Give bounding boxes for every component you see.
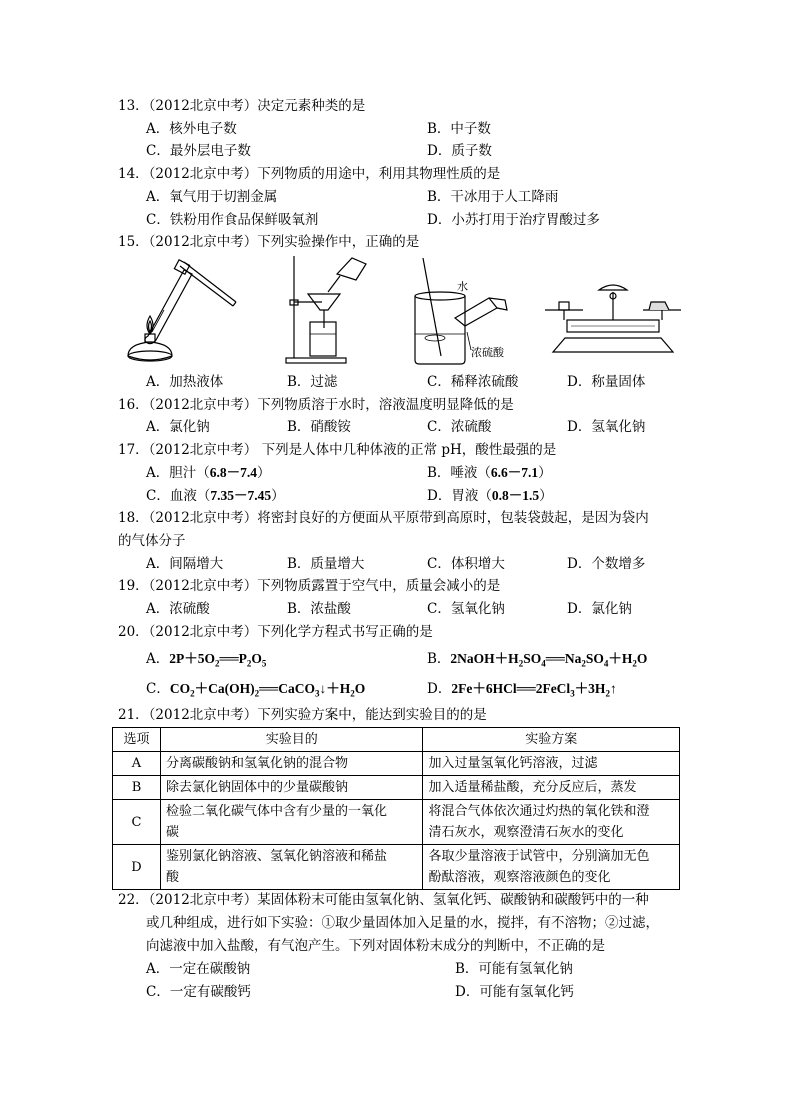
q16-stem: 16．（2012北京中考）下列物质溶于水时，溶液温度明显降低的是	[118, 397, 514, 413]
header-option: 选项	[113, 728, 161, 752]
q22-stem-line2: 或几种组成，进行如下实验：①取少量固体加入足量的水，搅拌，有不溶物；②过滤，	[146, 915, 659, 931]
q17-a-range: 6.8－7.4	[209, 465, 257, 480]
q19-option-b: B．浓盐酸	[287, 601, 351, 617]
q20-b-label: B．	[427, 651, 451, 667]
plan-line-2: 清石灰水，观察澄清石灰水的变化	[428, 825, 624, 840]
plan-line-2: 酚酞溶液，观察溶液颜色的变化	[428, 870, 611, 885]
table-header-row	[113, 728, 680, 752]
q14-option-c: C．铁粉用作食品保鲜吸氧剂	[146, 212, 319, 228]
q17-c-close: ）	[271, 488, 285, 504]
q19-option-a: A．浓硫酸	[146, 601, 210, 617]
q17-option-c	[146, 485, 285, 507]
q17-c-label: C．血液（	[146, 488, 211, 504]
table-row	[113, 845, 680, 890]
row-plan	[423, 845, 680, 890]
q22-option-b: B．可能有氢氧化钠	[455, 961, 573, 977]
q15-stem: 15．（2012北京中考）下列实验操作中，正确的是	[118, 234, 420, 250]
q16-option-b: B．硝酸铵	[287, 419, 351, 435]
q14-option-a: A．氧气用于切割金属	[146, 189, 278, 205]
goal-line-1: 检验二氧化碳气体中含有少量的一氧化	[165, 804, 387, 819]
q18-stem-line1: 18．（2012北京中考）将密封良好的方便面从平原带到高原时，包装袋鼓起，是因为袋内	[118, 510, 649, 526]
q14-stem: 14．（2012北京中考）下列物质的用途中，利用其物理性质的是	[118, 166, 501, 182]
q17-c-range: 7.35－7.45	[210, 488, 272, 503]
table-row	[113, 776, 680, 800]
q22-option-d: D．可能有氢氧化钙	[455, 984, 574, 1000]
q22-stem-line1: 22．（2012北京中考）某固体粉末可能由氢氧化钠、氢氧化钙、碳酸钠和碳酸钙中的一种	[118, 892, 649, 908]
q22-option-c: C．一定有碳酸钙	[146, 984, 251, 1000]
q21-table	[112, 727, 680, 890]
q16-option-a: A．氯化钠	[146, 419, 210, 435]
header-goal: 实验目的	[160, 728, 423, 752]
plan-line-1: 将混合气体依次通过灼热的氧化铁和澄	[428, 804, 650, 819]
q20-c-equation: $CO_2+Ca(OH)_2══CaCO_3↓+H_2O$	[169, 681, 366, 699]
header-plan: 实验方案	[423, 728, 680, 752]
q15-option-d: D．称量固体	[567, 374, 646, 390]
q17-b-close: ）	[538, 465, 552, 481]
q17-a-label: A．胆汁（	[146, 465, 210, 481]
q20-option-d	[427, 678, 617, 705]
q13-option-d: D．质子数	[427, 143, 492, 159]
q17-option-d	[427, 485, 553, 507]
q17-d-range: 0.8－1.5	[491, 488, 540, 503]
q15-option-a: A．加热液体	[146, 374, 224, 390]
q20-option-c	[146, 678, 365, 705]
q17-d-close: ）	[539, 488, 553, 504]
q20-c-label: C．	[146, 681, 170, 697]
q19-option-d: D．氯化钠	[567, 601, 632, 617]
q17-b-range: 6.6－7.1	[490, 465, 539, 480]
dilute-acid-figure	[405, 256, 525, 368]
q18-option-a: A．间隔增大	[146, 556, 224, 572]
goal-line-1: 鉴别氯化钠溶液、氢氧化钠溶液和稀盐	[165, 849, 387, 864]
q19-option-c: C．氢氧化钠	[427, 601, 505, 617]
q15-option-b: B．过滤	[287, 374, 338, 390]
q20-stem: 20．（2012北京中考）下列化学方程式书写正确的是	[118, 624, 433, 640]
q19-stem: 19．（2012北京中考）下列物质露置于空气中，质量会减小的是	[118, 578, 501, 594]
q13-option-c: C．最外层电子数	[146, 143, 251, 159]
row-goal: 除去氯化钠固体中的少量碳酸钠	[160, 776, 423, 800]
row-plan	[423, 800, 680, 845]
q18-option-d: D．个数增多	[567, 556, 646, 572]
balance-figure	[543, 282, 683, 354]
q17-option-b	[427, 462, 552, 484]
row-option: D	[113, 845, 161, 890]
table-row	[113, 800, 680, 845]
plan-line-1: 各取少量溶液于试管中，分别滴加无色	[428, 849, 650, 864]
q18-option-c: C．体积增大	[427, 556, 505, 572]
q22-option-a: A．一定在碳酸钠	[146, 961, 251, 977]
q14-option-b: B．干冰用于人工降雨	[427, 189, 559, 205]
q13-option-b: B．中子数	[427, 121, 491, 137]
row-plan: 加入过量氢氧化钙溶液，过滤	[423, 752, 680, 776]
row-goal	[160, 845, 423, 890]
q17-a-close: ）	[257, 465, 271, 481]
table-row	[113, 752, 680, 776]
q17-stem: 17．（2012北京中考） 下列是人体中几种体液的正常 pH，酸性最强的是	[118, 442, 557, 458]
q16-option-d: D．氢氧化钠	[567, 419, 646, 435]
q20-option-a	[146, 648, 266, 675]
row-option: B	[113, 776, 161, 800]
acid-label: 浓硫酸	[471, 346, 504, 359]
q18-stem-line2: 的气体分子	[118, 533, 186, 549]
q18-option-b: B．质量增大	[287, 556, 365, 572]
filtration-figure	[282, 254, 380, 368]
q15-option-c: C．稀释浓硫酸	[427, 374, 519, 390]
water-label: 水	[457, 280, 468, 293]
heating-liquid-figure	[118, 256, 240, 368]
q17-d-label: D．胃液（	[427, 488, 492, 504]
q20-b-equation: $2NaOH+H_2SO_4══Na_2SO_4+H_2O$	[450, 651, 648, 669]
q20-d-label: D．	[427, 681, 452, 697]
q20-a-equation: $2P+5O_2══P_2O_5$	[169, 651, 267, 669]
q16-option-c: C．浓硫酸	[427, 419, 492, 435]
row-goal	[160, 800, 423, 845]
q17-b-label: B．唾液（	[427, 465, 491, 481]
q13-stem: 13．（2012北京中考）决定元素种类的是	[118, 98, 366, 114]
q20-d-equation: $2Fe+6HCl══2FeCl_3+3H_2↑$	[451, 681, 617, 699]
row-option: C	[113, 800, 161, 845]
q14-option-d: D．小苏打用于治疗胃酸过多	[427, 212, 600, 228]
q20-a-label: A．	[146, 651, 170, 667]
row-plan: 加入适量稀盐酸，充分反应后，蒸发	[423, 776, 680, 800]
goal-line-2: 碳	[165, 825, 179, 840]
q17-option-a	[146, 462, 271, 484]
q21-stem: 21．（2012北京中考）下列实验方案中，能达到实验目的的是	[118, 707, 487, 723]
q22-stem-line3: 向滤液中加入盐酸，有气泡产生。下列对固体粉末成分的判断中，不正确的是	[146, 938, 605, 954]
goal-line-2: 酸	[165, 870, 179, 885]
row-goal: 分离碳酸钠和氢氧化钠的混合物	[160, 752, 423, 776]
q20-option-b	[427, 648, 647, 675]
q13-option-a: A．核外电子数	[146, 121, 237, 137]
row-option: A	[113, 752, 161, 776]
